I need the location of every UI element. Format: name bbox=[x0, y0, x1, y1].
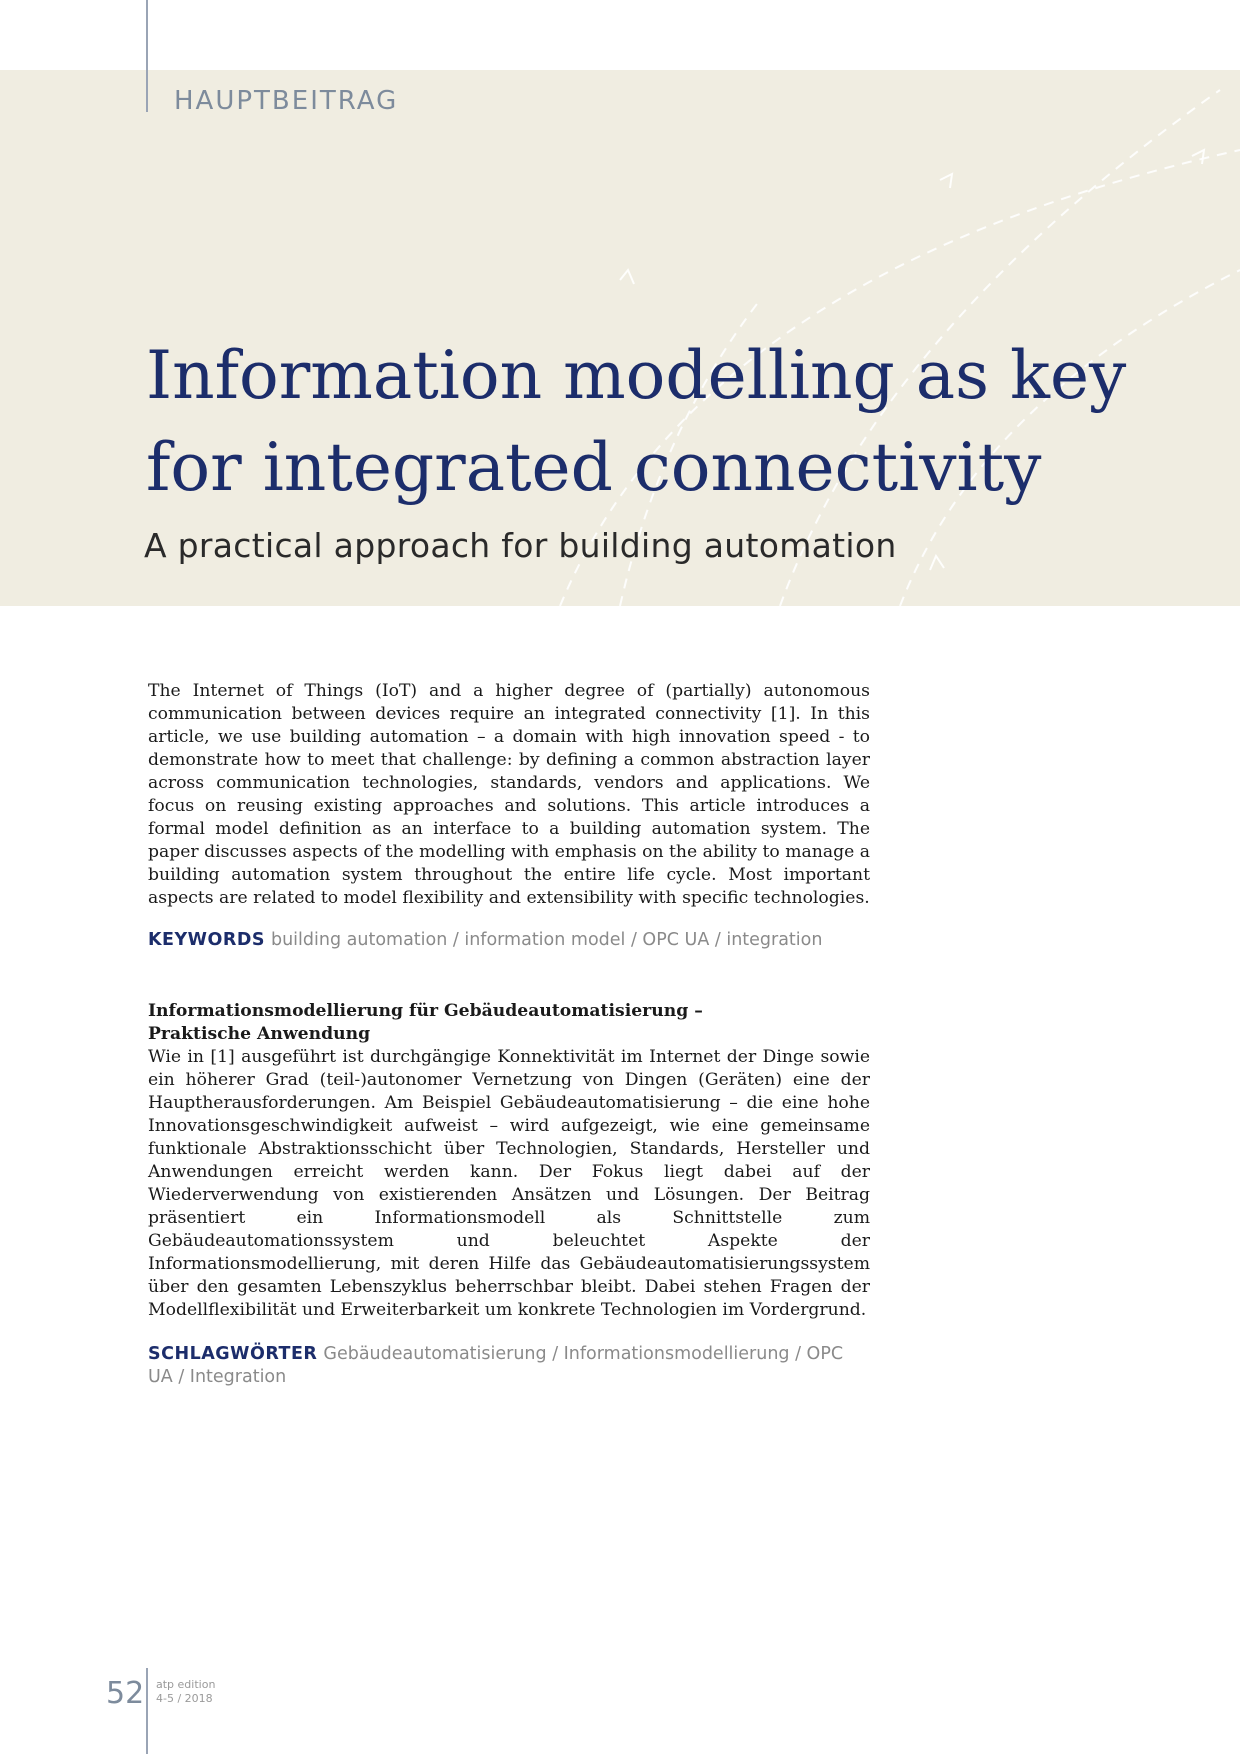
abstract-german: Wie in [1] ausgeführt ist durchgängige Konnektivität im Internet der Dinge sowie ein höherer Grad (teil-)autonomer Vernetzung von Dingen (Geräten) eine der Hauptherausforderungen. Am Beispiel Gebäudeautomatisierung – die eine hohe Innovationsgeschwindigkeit aufweist – wird aufgezeigt, wie eine gemeinsame funktionale Abstraktionsschicht über Technologien, Standards, Hersteller und Anwendungen erreicht werden kann. Der Fokus liegt dabei auf der Wiederverwendung von existierenden Ansätzen und Lösungen. Der Beitrag präsentiert ein Informationsmodell als Schnittstelle zum Gebäudeautomationssystem und beleuchtet Aspekte der Informationsmodellierung, mit deren Hilfe das Gebäudeautomatisierungssystem über den gesamten Lebenszyklus beherrschbar bleibt. Dabei stehen Fragen der Modellflexibilität und Erweiterbarkeit um konkrete Technologien im Vordergrund. bbox=[148, 1047, 870, 1320]
publication-info bbox=[156, 1678, 215, 1706]
title-line-1: Information modelling as key bbox=[146, 337, 1127, 414]
page-number: 52 bbox=[106, 1676, 145, 1711]
publication-issue: 4-5 / 2018 bbox=[156, 1692, 213, 1705]
top-vertical-rule bbox=[146, 0, 148, 112]
abstract-english: The Internet of Things (IoT) and a higher degree of (partially) autonomous communication between devices require an integrated connectivity [1]. In this article, we use building automation – a domain with high innovation speed - to demonstrate how to meet that challenge: by defining a common abstraction layer across communication technologies, standards, vendors and applications. We focus on reusing existing approaches and solutions. This article introduces a formal model definition as an interface to a building automation system. The paper discusses aspects of the modelling with emphasis on the ability to manage a building automation system throughout the entire life cycle. Most important aspects are related to model flexibility and extensibility with specific technologies. bbox=[148, 681, 870, 908]
schlagwoerter bbox=[148, 1343, 870, 1389]
keywords-label: KEYWORDS bbox=[148, 930, 265, 950]
schlagwoerter-label: SCHLAGWÖRTER bbox=[148, 1344, 318, 1364]
german-heading-line-2: Praktische Anwendung bbox=[148, 1024, 371, 1044]
title-line-2: for integrated connectivity bbox=[146, 429, 1042, 506]
schlagwoerter-text: Gebäudeautomatisierung / Informationsmodellierung / OPC UA / Integration bbox=[148, 1344, 844, 1387]
publication-name: atp edition bbox=[156, 1678, 216, 1691]
section-label: HAUPTBEITRAG bbox=[174, 86, 399, 116]
bottom-vertical-rule bbox=[146, 1668, 148, 1754]
keywords bbox=[148, 930, 870, 950]
keywords-text: building automation / information model / OPC UA / integration bbox=[270, 930, 823, 950]
article-title bbox=[146, 330, 1206, 514]
article-subtitle: A practical approach for building automation bbox=[144, 526, 897, 565]
german-heading-line-1: Informationsmodellierung für Gebäudeautomatisierung – bbox=[148, 1001, 703, 1021]
german-abstract-heading bbox=[148, 1000, 870, 1046]
